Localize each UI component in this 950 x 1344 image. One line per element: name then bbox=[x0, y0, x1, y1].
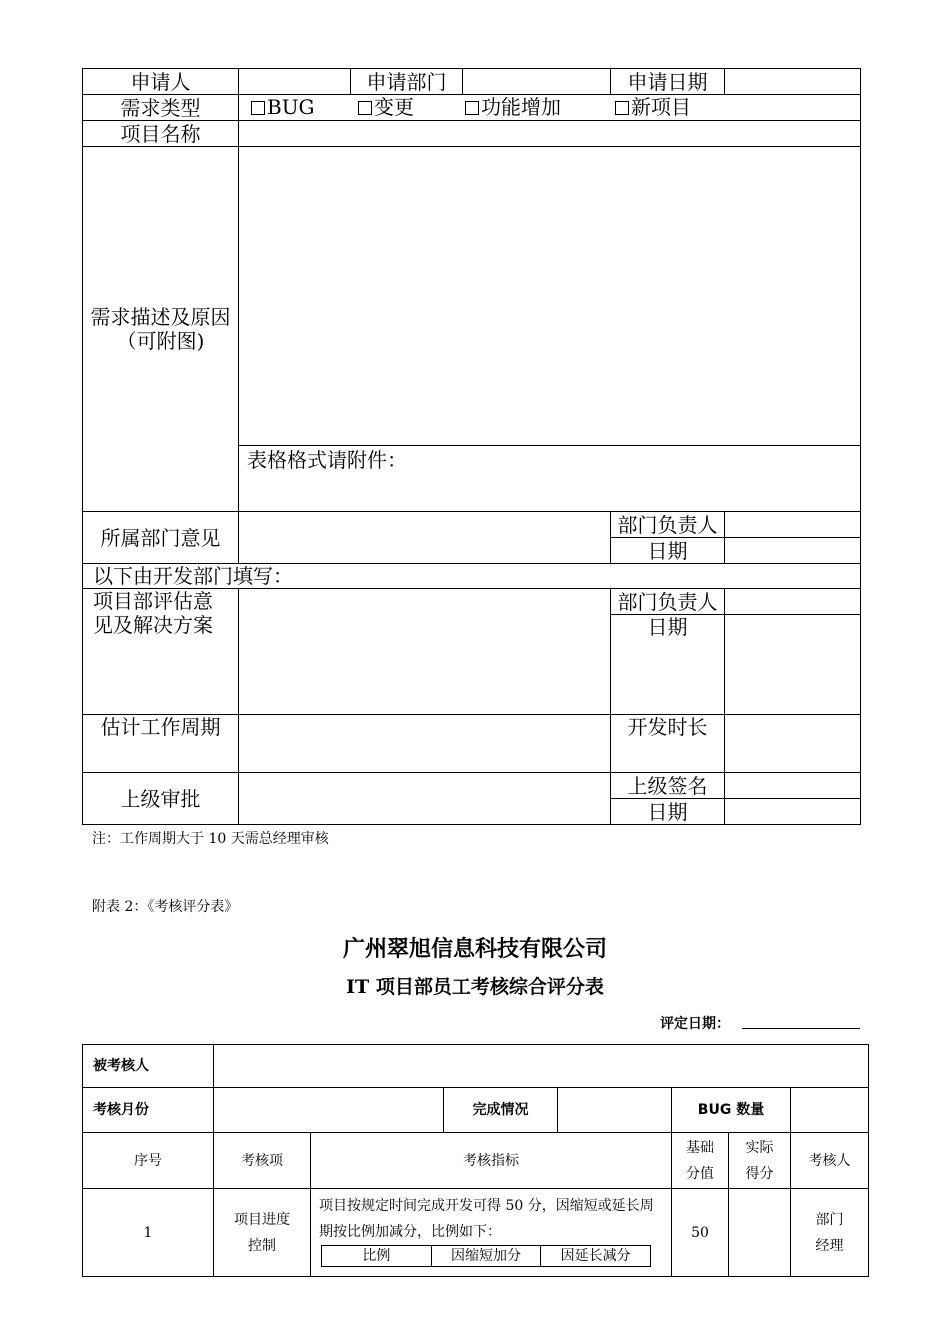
rating-date-label: 评定日期： bbox=[660, 1016, 730, 1032]
sign-field[interactable] bbox=[725, 773, 861, 799]
checkbox-icon[interactable] bbox=[251, 101, 265, 115]
assessee-field[interactable] bbox=[214, 1045, 869, 1088]
date3-label: 日期 bbox=[611, 615, 725, 715]
dev-fill-note: 以下由开发部门填写： bbox=[83, 564, 861, 589]
month-field[interactable] bbox=[214, 1088, 444, 1133]
eval-label: 项目部评估意见及解决方案 bbox=[83, 589, 239, 715]
date-field[interactable] bbox=[725, 69, 861, 95]
checkbox-icon[interactable] bbox=[358, 101, 372, 115]
dev-time-field[interactable] bbox=[725, 715, 861, 773]
dev-time-label: 开发时长 bbox=[611, 715, 725, 773]
work-period-note: 注：工作周期大于 10 天需总经理审核 bbox=[92, 831, 329, 847]
completion-label: 完成情况 bbox=[444, 1088, 558, 1133]
dept-head-label: 部门负责人 bbox=[611, 512, 725, 538]
indicator-text: 项目按规定时间完成开发可得 50 分，因缩短或延长周期按比例加减分，比例如下： bbox=[319, 1198, 654, 1240]
dept-opinion-label: 所属部门意见 bbox=[83, 512, 239, 564]
shorten-bonus-header: 因缩短加分 bbox=[431, 1246, 541, 1267]
company-name: 广州翠旭信息科技有限公司 bbox=[342, 937, 607, 962]
sign-label: 上级签名 bbox=[611, 773, 725, 799]
checkbox-icon[interactable] bbox=[615, 101, 629, 115]
row-assessor: 部门经理 bbox=[791, 1189, 869, 1277]
row-base-score: 50 bbox=[672, 1189, 729, 1277]
dept-label: 申请部门 bbox=[351, 69, 463, 95]
type-option-bug[interactable]: BUG bbox=[251, 95, 315, 119]
project-name-field[interactable] bbox=[239, 121, 861, 147]
est-label: 估计工作周期 bbox=[83, 715, 239, 773]
month-label: 考核月份 bbox=[83, 1088, 214, 1133]
header-assessor: 考核人 bbox=[791, 1133, 869, 1189]
score-form-table bbox=[82, 1044, 869, 1277]
approval-label: 上级审批 bbox=[83, 773, 239, 825]
date4-label: 日期 bbox=[611, 799, 725, 825]
checkbox-icon[interactable] bbox=[465, 101, 479, 115]
type-options bbox=[239, 95, 861, 121]
date2-field[interactable] bbox=[725, 538, 861, 564]
applicant-field[interactable] bbox=[239, 69, 351, 95]
rating-date-field[interactable] bbox=[742, 1028, 860, 1029]
header-seq: 序号 bbox=[83, 1133, 214, 1189]
form-title: IT 项目部员工考核综合评分表 bbox=[346, 976, 604, 998]
extend-penalty-header: 因延长减分 bbox=[541, 1246, 651, 1267]
dept-field[interactable] bbox=[463, 69, 611, 95]
type-option-feature[interactable]: 功能增加 bbox=[465, 95, 561, 119]
date3-field[interactable] bbox=[725, 615, 861, 715]
header-actual-score: 实际得分 bbox=[729, 1133, 791, 1189]
type-option-new-project[interactable]: 新项目 bbox=[615, 95, 691, 119]
bug-count-field[interactable] bbox=[791, 1088, 869, 1133]
row-indicator bbox=[311, 1189, 672, 1277]
appendix-title: 附表 2：《考核评分表》 bbox=[92, 899, 239, 915]
dept-head-field[interactable] bbox=[725, 512, 861, 538]
header-base-score: 基础分值 bbox=[672, 1133, 729, 1189]
desc-field[interactable] bbox=[239, 147, 861, 446]
date2-label: 日期 bbox=[611, 538, 725, 564]
date4-field[interactable] bbox=[725, 799, 861, 825]
dept-head2-label: 部门负责人 bbox=[611, 589, 725, 615]
type-option-change[interactable]: 变更 bbox=[358, 95, 414, 119]
ratio-header: 比例 bbox=[322, 1246, 432, 1267]
assessee-label: 被考核人 bbox=[83, 1045, 214, 1088]
header-item: 考核项 bbox=[214, 1133, 311, 1189]
project-name-label: 项目名称 bbox=[83, 121, 239, 147]
row-seq: 1 bbox=[83, 1189, 214, 1277]
request-form-table bbox=[82, 68, 861, 825]
date-label: 申请日期 bbox=[611, 69, 725, 95]
bug-count-label: BUG 数量 bbox=[672, 1088, 791, 1133]
dept-head2-field[interactable] bbox=[725, 589, 861, 615]
dept-opinion-field[interactable] bbox=[239, 512, 611, 564]
row-actual-score[interactable] bbox=[729, 1189, 791, 1277]
table-row bbox=[83, 1189, 869, 1277]
ratio-subtable bbox=[321, 1245, 651, 1267]
est-field[interactable] bbox=[239, 715, 611, 773]
attachment-note: 表格格式请附件： bbox=[239, 446, 861, 512]
row-item: 项目进度控制 bbox=[214, 1189, 311, 1277]
applicant-label: 申请人 bbox=[83, 69, 239, 95]
header-indicator: 考核指标 bbox=[311, 1133, 672, 1189]
completion-field[interactable] bbox=[558, 1088, 672, 1133]
approval-field[interactable] bbox=[239, 773, 611, 825]
eval-field[interactable] bbox=[239, 589, 611, 715]
desc-label: 需求描述及原因（可附图) bbox=[83, 147, 239, 512]
type-label: 需求类型 bbox=[83, 95, 239, 121]
